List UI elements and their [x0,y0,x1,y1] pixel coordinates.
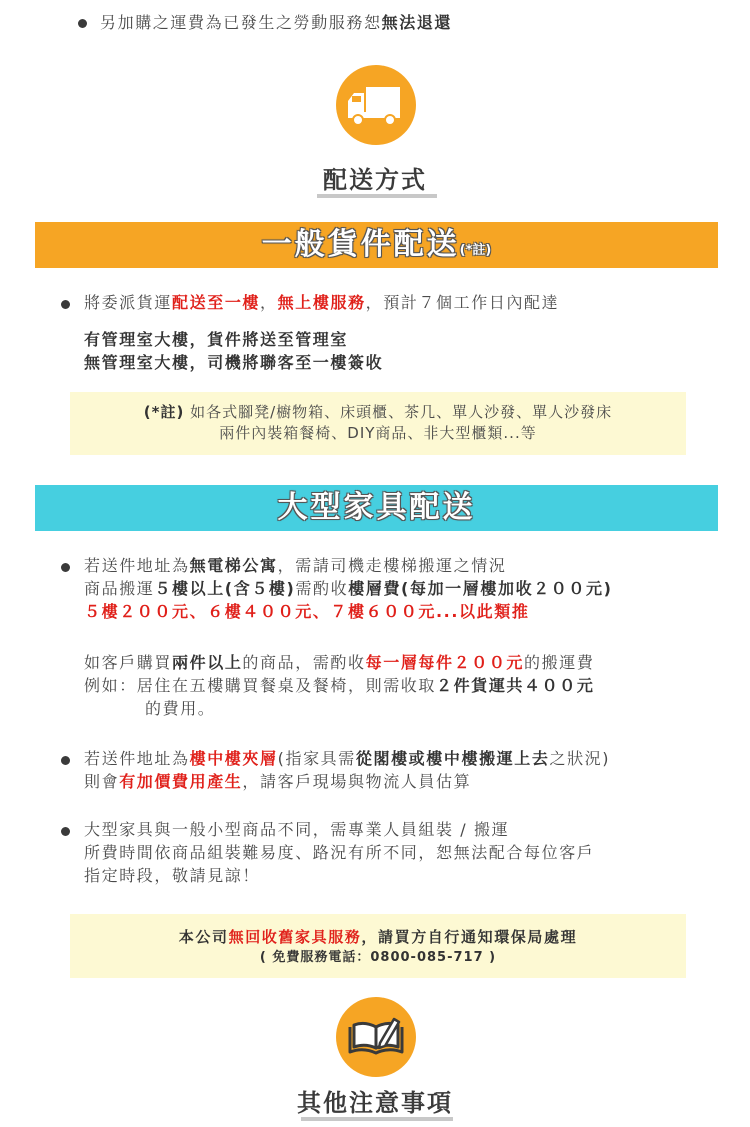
bullet-dot [61,563,70,572]
note-line-1 [70,402,686,423]
delivery-icon-circle [336,65,416,145]
bold-text: 兩件以上 [172,653,243,672]
large-b1-line-6: 的費用。 [145,699,216,718]
large-b3-line-2: 所費時間依商品組裝難易度、路況有所不同，恕無法配合每位客戶 [84,843,595,862]
bold-text: 從閣樓或樓中樓搬運上去 [355,749,550,768]
large-b2-line-1 [84,748,610,770]
delivery-section-title: 配送方式 [323,166,427,194]
general-delivery-bar [35,222,718,268]
general-bold-line-2: 無管理室大樓，司機將聯客至一樓簽收 [84,353,384,372]
general-bold-line-1: 有管理室大樓，貨件將送至管理室 [84,330,349,349]
top-note-bold: 無法退還 [381,13,453,32]
text: ， [260,293,278,312]
red-text: 配送至一樓 [172,293,261,312]
text: 的搬運費 [524,653,595,672]
text: ，需請司機走樓梯搬運之情況 [277,556,507,575]
other-notes-title-underline [301,1117,453,1121]
service-phone: ( 免費服務電話：0800-085-717 ) [259,950,497,965]
red-text: 每一層每件２００元 [365,653,525,672]
large-b1-line-3: ５樓２００元、６樓４００元、７樓６００元...以此類推 [84,602,530,621]
text: 將委派貨運 [84,293,173,312]
text: 商品搬運 [84,579,155,598]
text: 需酌收 [295,579,349,598]
red-text: 有加價費用產生 [119,772,243,791]
large-b1-line-5 [84,675,594,697]
general-delivery-title: 一般貨件配送 [261,227,460,262]
general-delivery-note-mark: (*註) [459,243,492,258]
bullet-dot [78,19,87,28]
note-line-2: 兩件內裝箱餐椅、DIY商品、非大型櫃類...等 [219,424,537,442]
bold-text: 本公司 [178,928,229,946]
bullet-dot [61,300,70,309]
note-label: (*註) [143,403,185,421]
large-b1-line-2 [84,578,612,600]
truck-icon [336,65,416,145]
recycle-notice-box [70,914,686,978]
large-b1-line-4 [84,652,594,674]
top-note [100,12,452,34]
red-text: 樓中樓夾層 [189,749,278,768]
other-notes-section-title: 其他注意事項 [297,1089,453,1117]
open-book-pen-icon [336,997,416,1077]
delivery-title-underline [317,194,437,198]
general-bullet [84,292,559,314]
large-b3-line-1: 大型家具與一般小型商品不同，需專業人員組裝 / 搬運 [84,820,510,839]
text: 則會 [84,772,120,791]
bold-text: ，請買方自行通知環保局處理 [361,928,578,946]
large-b1-line-1 [84,555,506,577]
bold-text: ２件貨運共４００元 [436,676,595,695]
text: 的商品，需酌收 [242,653,366,672]
text: 若送件地址為 [84,749,190,768]
text: 例如：居住在五樓購買餐桌及餐椅，則需收取 [84,676,437,695]
bullet-dot [61,756,70,765]
text: (指家具需 [277,749,356,768]
large-delivery-bar [35,485,718,531]
recycle-notice-line [70,926,686,948]
bold-text: 無電梯公寓 [189,556,278,575]
top-note-text: 另加購之運費為已發生之勞動服務恕 [100,13,382,32]
other-notes-icon-circle [336,997,416,1077]
large-b2-line-2 [84,771,471,793]
text: 如客戶購買 [84,653,173,672]
note-text: 如各式腳凳/櫥物箱、床頭櫃、茶几、單人沙發、單人沙發床 [184,403,613,421]
text: ，預計７個工作日內配達 [365,293,560,312]
bullet-dot [61,827,70,836]
red-text: 無上樓服務 [277,293,366,312]
bold-text: ５樓以上(含５樓) [154,579,296,598]
general-note-box [70,392,686,455]
large-b3-line-3: 指定時段，敬請見諒！ [84,866,261,885]
text: 之狀況) [549,749,611,768]
text: 若送件地址為 [84,556,190,575]
large-delivery-title: 大型家具配送 [277,490,476,525]
red-text: 無回收舊家具服務 [228,928,362,946]
bold-text: 樓層費(每加一層樓加收２００元) [348,579,613,598]
text: ，請客戶現場與物流人員估算 [242,772,472,791]
